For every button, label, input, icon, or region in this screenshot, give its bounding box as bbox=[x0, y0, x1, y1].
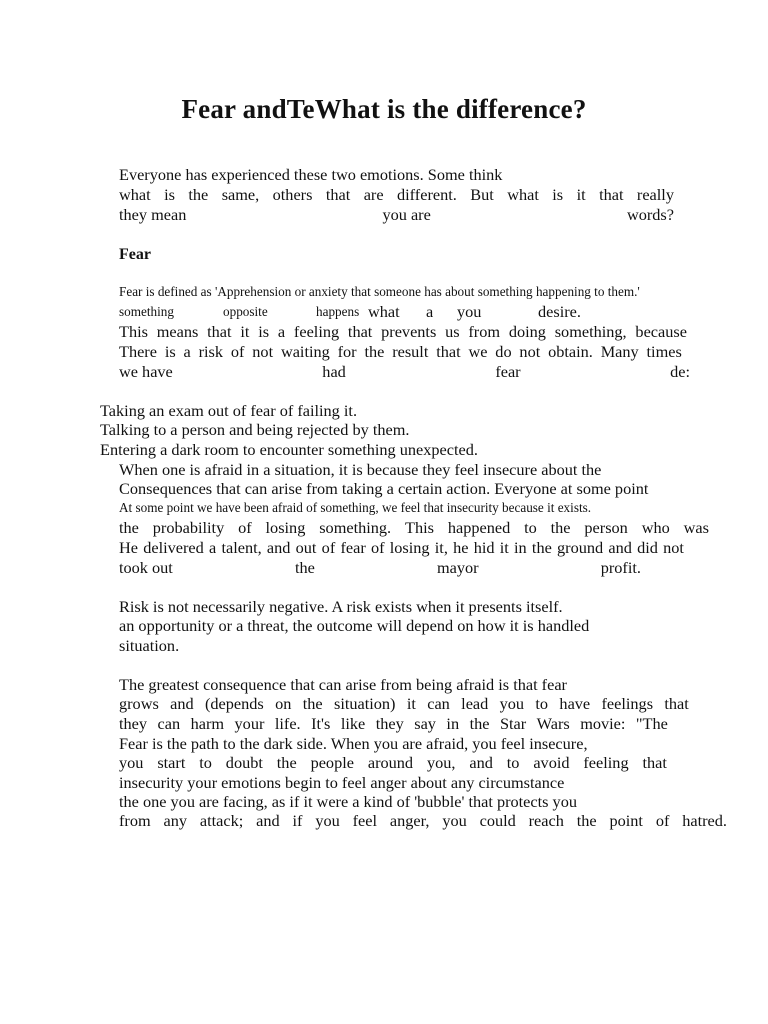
word: had bbox=[322, 362, 346, 381]
word: same, bbox=[221, 185, 260, 204]
word: profit. bbox=[600, 558, 641, 577]
word: did bbox=[637, 538, 658, 557]
word: life. bbox=[274, 714, 301, 733]
word: attack; bbox=[199, 811, 244, 830]
word: waiting bbox=[280, 342, 330, 361]
word: that bbox=[599, 185, 624, 204]
word: This bbox=[405, 518, 434, 537]
word: on bbox=[275, 694, 292, 713]
word: probability bbox=[152, 518, 225, 537]
word: and bbox=[256, 811, 280, 830]
word: of bbox=[370, 538, 385, 557]
afraid-line-5 bbox=[119, 538, 684, 557]
word: "The bbox=[635, 714, 668, 733]
word: say bbox=[414, 714, 436, 733]
word: and bbox=[170, 694, 194, 713]
afraid-line-3: At some point we have been afraid of something, we feel that insecurity because it exists. bbox=[119, 500, 592, 515]
word: means bbox=[156, 322, 199, 341]
word: he bbox=[453, 538, 469, 557]
word: for bbox=[337, 342, 357, 361]
word: you bbox=[457, 302, 482, 321]
word: in bbox=[514, 538, 527, 557]
word: if bbox=[292, 811, 303, 830]
word: something bbox=[119, 304, 174, 319]
word: losing bbox=[389, 538, 430, 557]
consequence-line-2 bbox=[119, 694, 689, 713]
word: from bbox=[119, 811, 151, 830]
word: different. bbox=[397, 185, 457, 204]
word: who bbox=[641, 518, 670, 537]
fear-heading: Fear bbox=[119, 246, 151, 263]
word: the bbox=[294, 558, 315, 577]
word: a bbox=[426, 302, 434, 321]
word: that bbox=[664, 694, 689, 713]
word: the bbox=[576, 811, 597, 830]
word: lead bbox=[461, 694, 489, 713]
word: fear bbox=[495, 362, 521, 381]
word: the bbox=[469, 714, 490, 733]
word: grows bbox=[119, 694, 159, 713]
document-title: Fear andTeWhat is the difference? bbox=[181, 94, 587, 124]
word: in bbox=[446, 714, 460, 733]
word: do bbox=[495, 342, 512, 361]
word: they mean bbox=[119, 205, 187, 224]
word: hatred. bbox=[682, 811, 727, 830]
word: what bbox=[507, 185, 539, 204]
word: harm bbox=[190, 714, 225, 733]
word: you bbox=[315, 811, 340, 830]
consequence-line-3 bbox=[119, 714, 668, 733]
word: This bbox=[119, 322, 148, 341]
word: (depends bbox=[205, 694, 264, 713]
word: is bbox=[164, 342, 176, 361]
consequence-line-1: The greatest consequence that can arise from being afraid is that fear bbox=[119, 675, 567, 694]
word: you, bbox=[426, 753, 456, 772]
word: to bbox=[506, 753, 520, 772]
word: not bbox=[252, 342, 274, 361]
afraid-line-1: When one is afraid in a situation, it is because they feel insecure about the bbox=[119, 460, 602, 479]
list-item: Entering a dark room to encounter something unexpected. bbox=[100, 440, 478, 459]
word: is bbox=[552, 185, 564, 204]
word: you bbox=[499, 694, 525, 713]
word: and bbox=[469, 753, 493, 772]
word: movie: bbox=[580, 714, 626, 733]
word: your bbox=[234, 714, 265, 733]
word: that bbox=[325, 185, 351, 204]
word: start bbox=[157, 753, 186, 772]
word: it, bbox=[434, 538, 448, 557]
word: prevents bbox=[381, 322, 437, 341]
word: It's bbox=[311, 714, 331, 733]
word: talent, bbox=[221, 538, 262, 557]
word: can bbox=[427, 694, 450, 713]
word: you bbox=[442, 811, 467, 830]
word: any bbox=[163, 811, 188, 830]
word: losing bbox=[265, 518, 306, 537]
word: a bbox=[277, 322, 286, 341]
word: not bbox=[519, 342, 541, 361]
word: it bbox=[499, 538, 509, 557]
word: have bbox=[559, 694, 591, 713]
word: situation) bbox=[333, 694, 396, 713]
risk-line-1: Risk is not necessarily negative. A risk exists when it presents itself. bbox=[119, 597, 563, 616]
word: to bbox=[524, 518, 537, 537]
word: of bbox=[321, 538, 336, 557]
word: He bbox=[119, 538, 138, 557]
word: the bbox=[364, 342, 385, 361]
word: feeling bbox=[583, 753, 629, 772]
word: they bbox=[375, 714, 404, 733]
word: like bbox=[340, 714, 366, 733]
word: it bbox=[406, 694, 416, 713]
word: you are bbox=[382, 205, 431, 224]
word: around bbox=[367, 753, 414, 772]
word: that bbox=[642, 753, 667, 772]
word: really bbox=[636, 185, 674, 204]
word: we have bbox=[119, 362, 173, 381]
word: of bbox=[238, 518, 252, 537]
word: result bbox=[392, 342, 429, 361]
word: But bbox=[470, 185, 494, 204]
risk-line-3: situation. bbox=[119, 636, 180, 655]
word: happens bbox=[316, 304, 360, 319]
consequence-line-7: the one you are facing, as if it were a kind of 'bubble' that protects you bbox=[119, 792, 577, 811]
word: happened bbox=[447, 518, 511, 537]
word: the bbox=[188, 185, 209, 204]
word: us bbox=[445, 322, 460, 341]
word: the bbox=[276, 753, 297, 772]
list-item: Talking to a person and being rejected by them. bbox=[100, 420, 410, 439]
word: not bbox=[663, 538, 684, 557]
word: to bbox=[535, 694, 549, 713]
word: that bbox=[347, 322, 373, 341]
word: anger, bbox=[389, 811, 430, 830]
word: fear bbox=[340, 538, 366, 557]
word: doing bbox=[508, 322, 546, 341]
word: from bbox=[468, 322, 501, 341]
word: can bbox=[157, 714, 181, 733]
word: out bbox=[295, 538, 317, 557]
word: that bbox=[436, 342, 461, 361]
word: is bbox=[258, 322, 270, 341]
word: doubt bbox=[225, 753, 263, 772]
word: you bbox=[119, 753, 144, 772]
word: we bbox=[468, 342, 488, 361]
word: risk bbox=[198, 342, 224, 361]
word: they bbox=[119, 714, 148, 733]
consequence-line-8 bbox=[119, 811, 727, 830]
word: delivered bbox=[143, 538, 204, 557]
word: people bbox=[310, 753, 354, 772]
word: was bbox=[683, 518, 709, 537]
intro-line-1: Everyone has experienced these two emotions. Some think bbox=[119, 165, 503, 184]
intro-line-3 bbox=[119, 205, 674, 224]
word: to bbox=[199, 753, 212, 772]
word: of bbox=[230, 342, 245, 361]
fear-line-4 bbox=[119, 342, 682, 361]
word: something. bbox=[319, 518, 392, 537]
word: could bbox=[479, 811, 516, 830]
word: it bbox=[240, 322, 250, 341]
word: the bbox=[119, 518, 139, 537]
fear-line-1: Fear is defined as 'Apprehension or anxiety that someone has about something happening to them.' bbox=[119, 284, 640, 299]
word: the bbox=[302, 694, 323, 713]
fear-line-5 bbox=[119, 362, 690, 381]
word: de: bbox=[670, 362, 690, 381]
word: times bbox=[646, 342, 682, 361]
word: feel bbox=[352, 811, 378, 830]
word: are bbox=[363, 185, 384, 204]
afraid-line-2: Consequences that can arise from taking a certain action. Everyone at some point bbox=[119, 479, 649, 498]
fear-line-3 bbox=[119, 322, 687, 341]
word: There bbox=[119, 342, 157, 361]
afraid-line-6 bbox=[119, 558, 641, 577]
word: it bbox=[576, 185, 586, 204]
word: feeling bbox=[293, 322, 340, 341]
word: a bbox=[209, 538, 217, 557]
word: and bbox=[608, 538, 632, 557]
word: what bbox=[119, 185, 151, 204]
intro-line-2 bbox=[119, 185, 674, 204]
word: feelings bbox=[601, 694, 654, 713]
word: the bbox=[550, 518, 571, 537]
word: hid bbox=[473, 538, 495, 557]
word: person bbox=[584, 518, 628, 537]
word: words? bbox=[626, 205, 674, 224]
consequence-line-4: Fear is the path to the dark side. When you are afraid, you feel insecure, bbox=[119, 734, 588, 753]
word: because bbox=[635, 322, 687, 341]
word: of bbox=[655, 811, 670, 830]
word: others bbox=[272, 185, 313, 204]
word: the bbox=[531, 538, 552, 557]
word: opposite bbox=[223, 304, 268, 319]
consequence-line-6: insecurity your emotions begin to feel anger about any circumstance bbox=[119, 773, 565, 792]
word: and bbox=[266, 538, 291, 557]
word: reach bbox=[528, 811, 564, 830]
word: obtain. bbox=[548, 342, 593, 361]
word: something, bbox=[554, 322, 627, 341]
risk-line-2: an opportunity or a threat, the outcome will depend on how it is handled bbox=[119, 616, 590, 635]
word: what bbox=[368, 302, 400, 321]
word: Many bbox=[600, 342, 639, 361]
word: Wars bbox=[536, 714, 570, 733]
word: took out bbox=[119, 558, 173, 577]
consequence-line-5 bbox=[119, 753, 667, 772]
word: point bbox=[609, 811, 643, 830]
word: Star bbox=[499, 714, 527, 733]
word: desire. bbox=[538, 302, 581, 321]
word: that bbox=[207, 322, 232, 341]
word: ground bbox=[557, 538, 604, 557]
word: mayor bbox=[437, 558, 479, 577]
word: is bbox=[164, 185, 175, 204]
list-item: Taking an exam out of fear of failing it. bbox=[100, 401, 358, 420]
word: avoid bbox=[533, 753, 570, 772]
word: a bbox=[183, 342, 191, 361]
afraid-line-4 bbox=[119, 518, 709, 537]
